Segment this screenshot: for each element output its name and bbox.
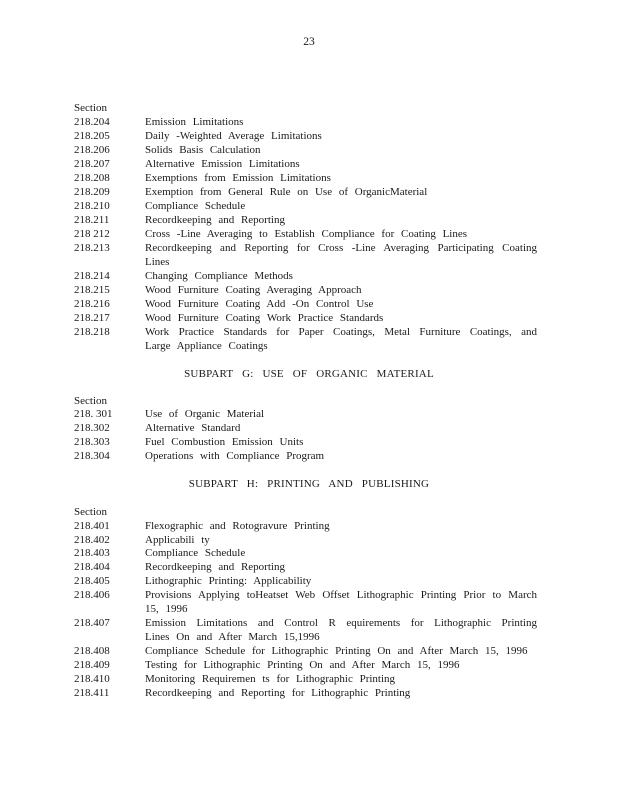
section-number: 218.405	[74, 575, 110, 587]
section-number: 218.204	[74, 116, 110, 128]
section-title: Recordkeeping and Reporting	[145, 214, 285, 226]
subpart-h-heading: SUBPART H: PRINTING AND PUBLISHING	[188, 478, 430, 490]
section-title: Compliance Schedule	[145, 200, 246, 212]
section-number: 218.214	[74, 270, 110, 282]
section-number: 218.403	[74, 547, 110, 559]
section-title: Work Practice Standards for Paper Coatings, Metal Furniture Coatings, and Large Appliance Coatings	[145, 326, 537, 352]
section-number: 218 212	[74, 228, 110, 240]
section-title: Recordkeeping and Reporting	[145, 561, 285, 573]
section-title: Solids Basis Calculation	[145, 144, 261, 156]
section-number: 218. 301	[74, 408, 113, 420]
section-title: Compliance Schedule for Lithographic Printing On and After March 15, 1996	[145, 645, 528, 657]
section-number: 218.303	[74, 436, 110, 448]
section-title: Wood Furniture Coating Work Practice Standards	[145, 312, 384, 324]
section-number: 218.210	[74, 200, 110, 212]
section-title: Changing Compliance Methods	[145, 270, 293, 282]
section-title: Wood Furniture Coating Averaging Approach	[145, 284, 362, 296]
section-title: Exemption from General Rule on Use of OrganicMaterial	[145, 186, 428, 198]
section-title: Recordkeeping and Reporting for Lithographic Printing	[145, 687, 411, 699]
section-number: 218.206	[74, 144, 110, 156]
section-title: Emission Limitations	[145, 116, 244, 128]
section-title: Use of Organic Material	[145, 408, 265, 420]
section-number: 218.208	[74, 172, 110, 184]
section-title: Alternative Emission Limitations	[145, 158, 300, 170]
section-title: Cross -Line Averaging to Establish Compliance for Coating Lines	[145, 228, 468, 240]
section-number: 218.302	[74, 422, 110, 434]
section-number: 218.207	[74, 158, 110, 170]
section-number: 218.216	[74, 298, 110, 310]
section-number: 218.401	[74, 520, 110, 532]
section-title: Lithographic Printing: Applicability	[145, 575, 312, 587]
section-number: 218.218	[74, 326, 110, 338]
section-title: Fuel Combustion Emission Units	[145, 436, 304, 448]
section-number: 218.211	[74, 214, 110, 226]
section-number: 218.411	[74, 687, 110, 699]
section-number: 218.304	[74, 450, 110, 462]
section-title: Recordkeeping and Reporting for Cross -Line Averaging Participating Coating Lines	[145, 242, 537, 268]
section-label: Section	[74, 506, 107, 518]
section-label: Section	[74, 102, 107, 114]
section-title: Daily -Weighted Average Limitations	[145, 130, 322, 142]
section-title: Emission Limitations and Control R equirements for Lithographic Printing Lines On and After March 15,1996	[145, 617, 537, 643]
section-number: 218.409	[74, 659, 110, 671]
section-title: Alternative Standard	[145, 422, 241, 434]
section-title: Operations with Compliance Program	[145, 450, 325, 462]
section-number: 218.410	[74, 673, 110, 685]
section-number: 218.408	[74, 645, 110, 657]
section-number: 218.404	[74, 561, 110, 573]
section-number: 218.215	[74, 284, 110, 296]
section-number: 218.402	[74, 534, 110, 546]
section-number: 218.213	[74, 242, 110, 254]
section-title: Exemptions from Emission Limitations	[145, 172, 331, 184]
section-number: 218.406	[74, 589, 110, 601]
subpart-g-heading: SUBPART G: USE OF ORGANIC MATERIAL	[184, 368, 434, 380]
section-title: Applicabili ty	[145, 534, 210, 546]
page-number: 23	[303, 36, 315, 48]
section-title: Flexographic and Rotogravure Printing	[145, 520, 330, 532]
section-title: Provisions Applying toHeatset Web Offset Lithographic Printing Prior to March 15, 1996	[145, 589, 537, 615]
section-title: Monitoring Requiremen ts for Lithographic Printing	[145, 673, 396, 685]
section-label: Section	[74, 395, 107, 407]
section-number: 218.205	[74, 130, 110, 142]
section-title: Compliance Schedule	[145, 547, 246, 559]
section-title: Testing for Lithographic Printing On and After March 15, 1996	[145, 659, 460, 671]
section-number: 218.407	[74, 617, 110, 629]
section-number: 218.217	[74, 312, 110, 324]
section-title: Wood Furniture Coating Add -On Control Use	[145, 298, 374, 310]
section-number: 218.209	[74, 186, 110, 198]
